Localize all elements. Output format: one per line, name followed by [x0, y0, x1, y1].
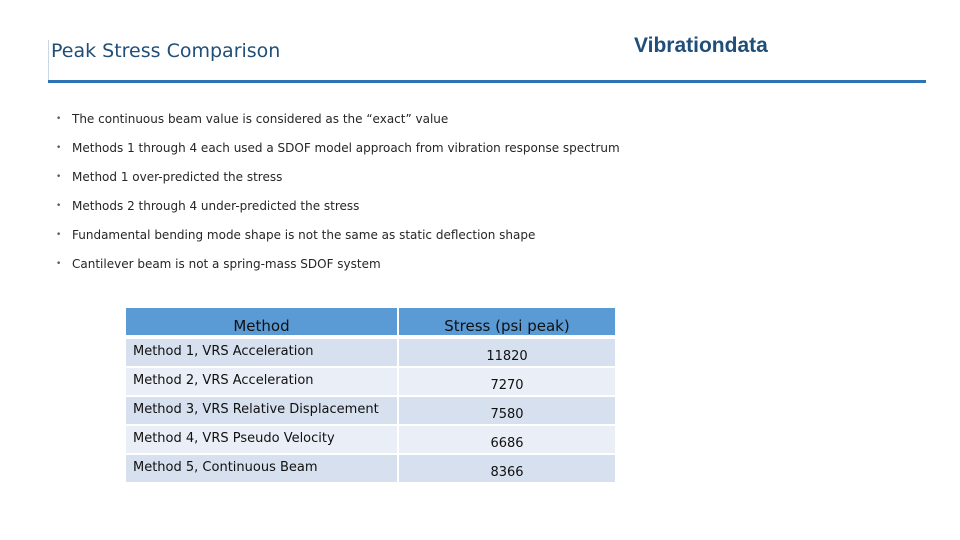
bullet-dot-icon: • [56, 172, 62, 182]
bullet-dot-icon: • [56, 201, 62, 211]
bullet-dot-icon: • [56, 259, 62, 269]
table-row [126, 368, 615, 395]
bullet-text: The continuous beam value is considered as the “exact” value [72, 112, 449, 126]
stress-cell: 7580 [397, 397, 615, 424]
table-row [126, 455, 615, 482]
table-header-row [126, 308, 615, 337]
column-header-stress: Stress (psi peak) [397, 308, 615, 337]
stress-comparison-table [126, 306, 615, 484]
method-cell: Method 2, VRS Acceleration [126, 368, 397, 395]
table-row [126, 426, 615, 453]
bullet-text: Methods 2 through 4 under-predicted the stress [72, 199, 360, 213]
stress-cell: 7270 [397, 368, 615, 395]
bullet-dot-icon: • [56, 230, 62, 240]
table-row [126, 397, 615, 424]
method-cell: Method 3, VRS Relative Displacement [126, 397, 397, 424]
bullet-text: Method 1 over-predicted the stress [72, 170, 283, 184]
method-cell: Method 4, VRS Pseudo Velocity [126, 426, 397, 453]
bullet-text: Fundamental bending mode shape is not the same as static deflection shape [72, 228, 536, 242]
title-left-border [48, 40, 49, 82]
stress-cell: 8366 [397, 455, 615, 482]
stress-cell: 11820 [397, 339, 615, 366]
bullet-dot-icon: • [56, 143, 62, 153]
method-cell: Method 1, VRS Acceleration [126, 339, 397, 366]
brand-logo-text: Vibrationdata [634, 34, 768, 57]
bullet-text: Cantilever beam is not a spring-mass SDOF system [72, 257, 381, 271]
table-row [126, 339, 615, 366]
title-divider [48, 80, 926, 83]
bullet-text: Methods 1 through 4 each used a SDOF model approach from vibration response spectrum [72, 141, 620, 155]
bullet-dot-icon: • [56, 114, 62, 124]
method-cell: Method 5, Continuous Beam [126, 455, 397, 482]
page-title: Peak Stress Comparison [51, 40, 281, 62]
column-header-method: Method [126, 308, 397, 337]
stress-cell: 6686 [397, 426, 615, 453]
